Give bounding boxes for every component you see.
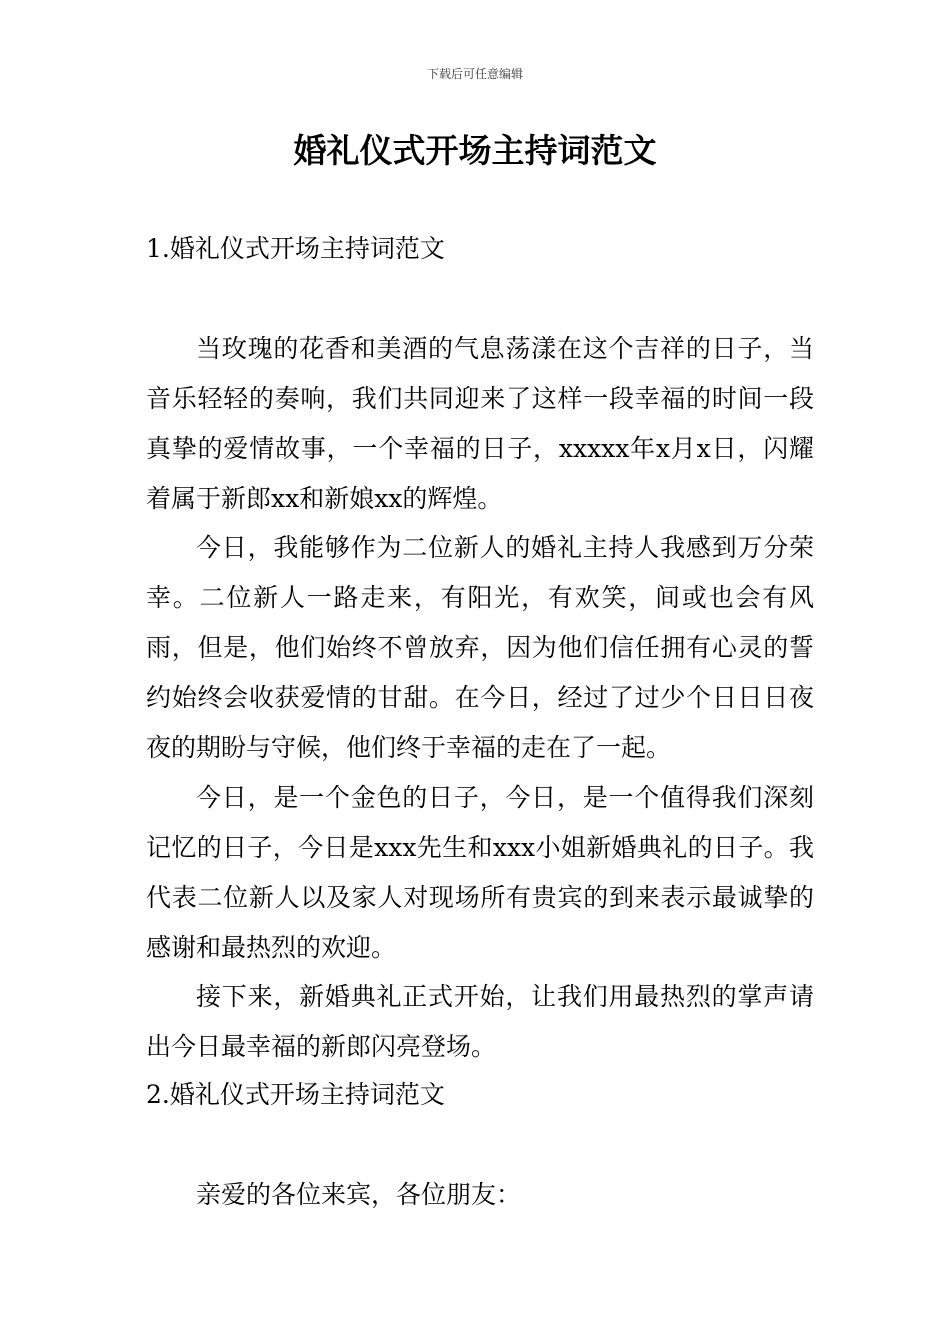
paragraph: 亲爱的各位来宾，各位朋友： [196,1180,522,1209]
paragraph: 接下来，新婚典礼正式开始，让我们用最热烈的掌声请出今日最幸福的新郎闪亮登场。 [146,982,814,1061]
paragraph: 今日，是一个金色的日子，今日，是一个值得我们深刻记忆的日子，今日是xxx先生和xxx小姐新婚典礼的日子。我代表二位新人以及家人对现场所有贵宾的到来表示最诚挚的感谢和最热烈的欢迎。 [146,783,814,962]
section-heading-2: 2.婚礼仪式开场主持词范文 [146,1080,445,1109]
header-note: 下载后可任意编辑 [426,67,523,81]
section-heading-1: 1.婚礼仪式开场主持词范文 [146,234,445,263]
paragraph: 今日，我能够作为二位新人的婚礼主持人我感到万分荣幸。二位新人一路走来，有阳光，有欢笑，间或也会有风雨，但是，他们始终不曾放弃，因为他们信任拥有心灵的誓约始终会收获爱情的甘甜。在今日，经过了过少个日日日夜夜的期盼与守候，他们终于幸福的走在了一起。 [146,533,814,762]
paragraph: 当玫瑰的花香和美酒的气息荡漾在这个吉祥的日子，当音乐轻轻的奏响，我们共同迎来了这样一段幸福的时间一段真挚的爱情故事，一个幸福的日子，xxxxx年x月x日，闪耀着属于新郎xx和新娘xx的辉煌。 [146,334,814,513]
document-title: 婚礼仪式开场主持词范文 [293,131,657,170]
